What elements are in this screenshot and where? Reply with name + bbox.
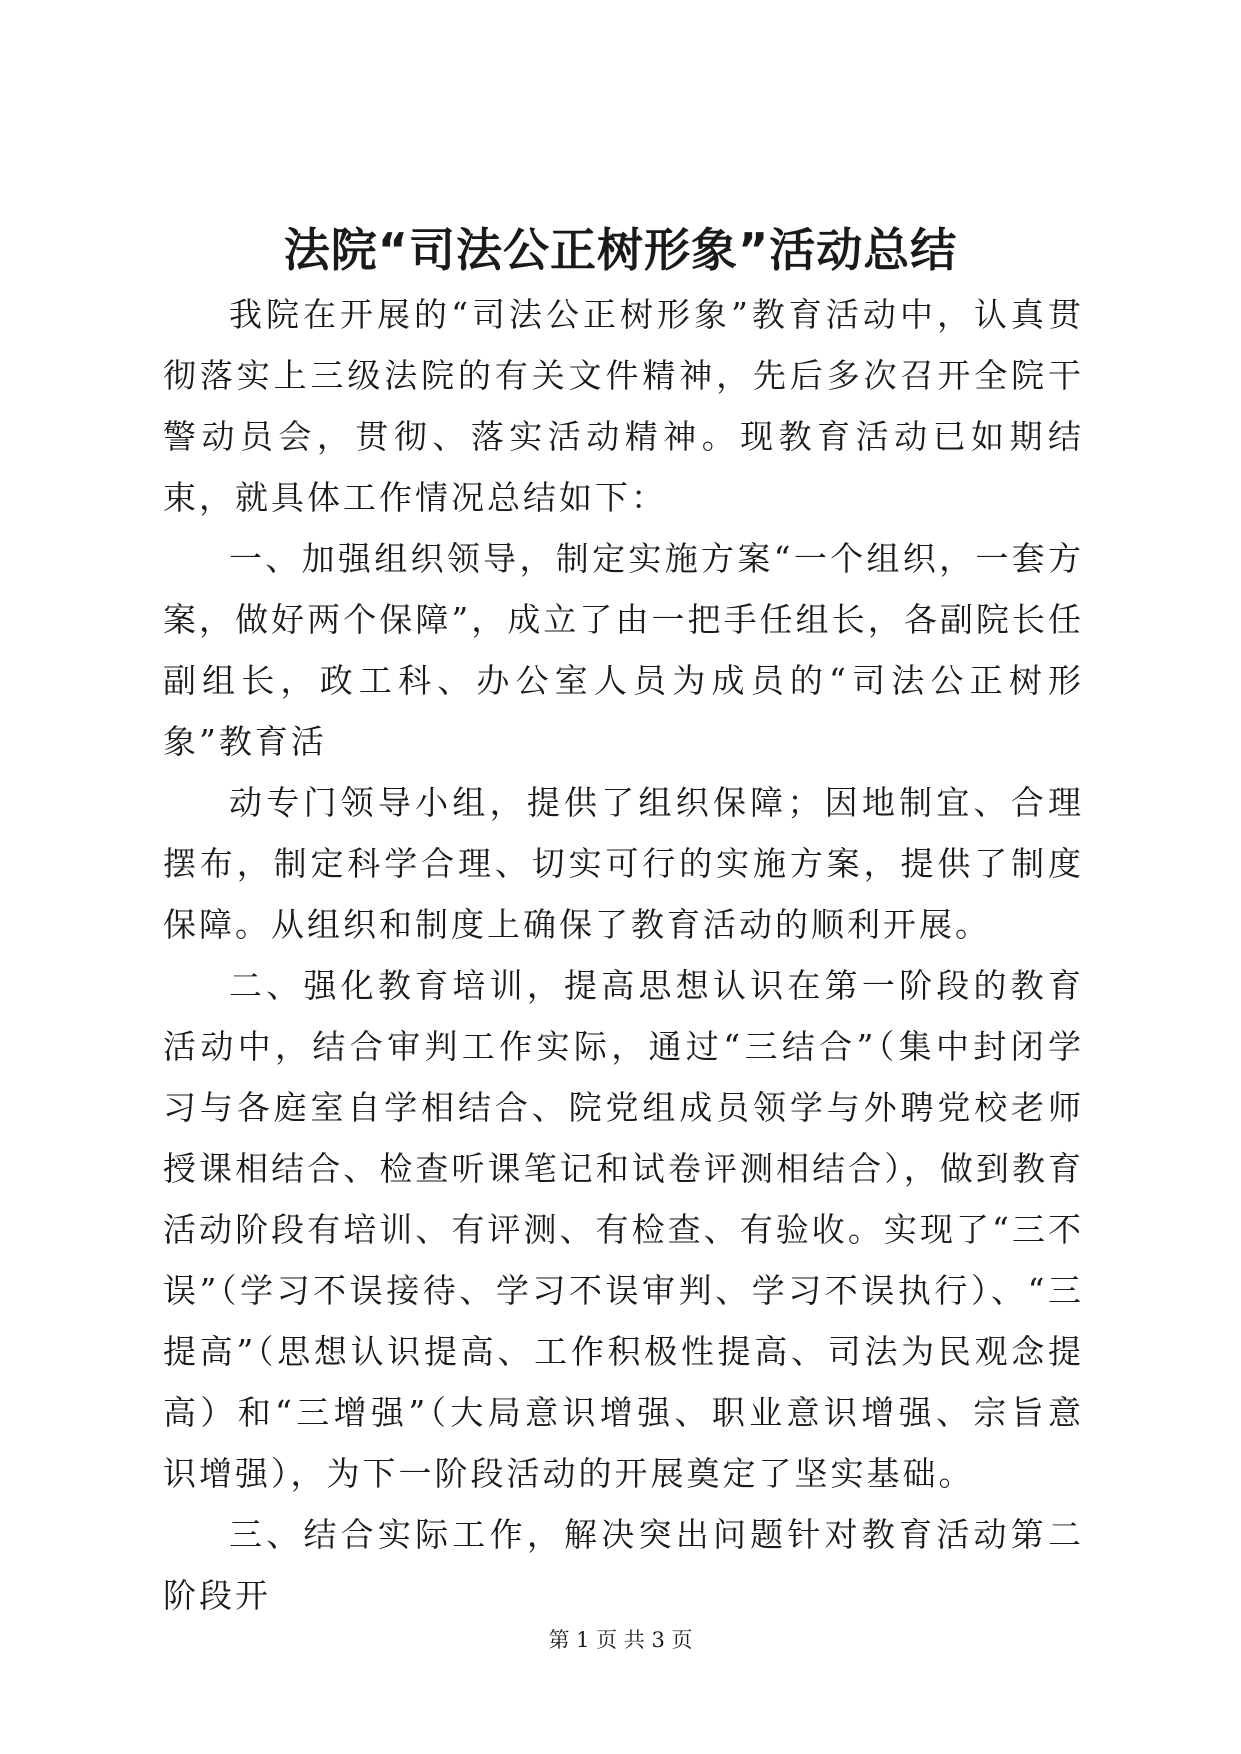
- page-number-footer: 第 1 页 共 3 页: [548, 1628, 693, 1652]
- document-title: 法院“司法公正树形象”活动总结: [283, 223, 958, 277]
- paragraph-section-1: 一、加强组织领导，制定实施方案“一个组织，一套方案，做好两个保障”，成立了由一把手任组长，各副院长任副组长，政工科、办公室人员为成员的“司法公正树形象”教育活: [163, 539, 1084, 761]
- paragraph-section-1-continued: 动专门领导小组，提供了组织保障；因地制宜、合理摆布，制定科学合理、切实可行的实施方案，提供了制度保障。从组织和制度上确保了教育活动的顺利开展。: [163, 783, 1084, 944]
- paragraph-section-3: 三、结合实际工作，解决突出问题针对教育活动第二阶段开: [163, 1515, 1084, 1615]
- paragraph-intro: 我院在开展的“司法公正树形象”教育活动中，认真贯彻落实上三级法院的有关文件精神，先后多次召开全院干警动员会，贯彻、落实活动精神。现教育活动已如期结束，就具体工作情况总结如下：: [163, 295, 1084, 517]
- document-body: [163, 284, 1084, 1626]
- paragraph-section-2: 二、强化教育培训，提高思想认识在第一阶段的教育活动中，结合审判工作实际，通过“三结合”（集中封闭学习与各庭室自学相结合、院党组成员领学与外聘党校老师授课相结合、检查听课笔记和试卷评测相结合），做到教育活动阶段有培训、有评测、有检查、有验收。实现了“三不误”（学习不误接待、学习不误审判、学习不误执行）、“三提高”（思想认识提高、工作积极性提高、司法为民观念提高）和“三增强”（大局意识增强、职业意识增强、宗旨意识增强），为下一阶段活动的开展奠定了坚实基础。: [163, 966, 1084, 1493]
